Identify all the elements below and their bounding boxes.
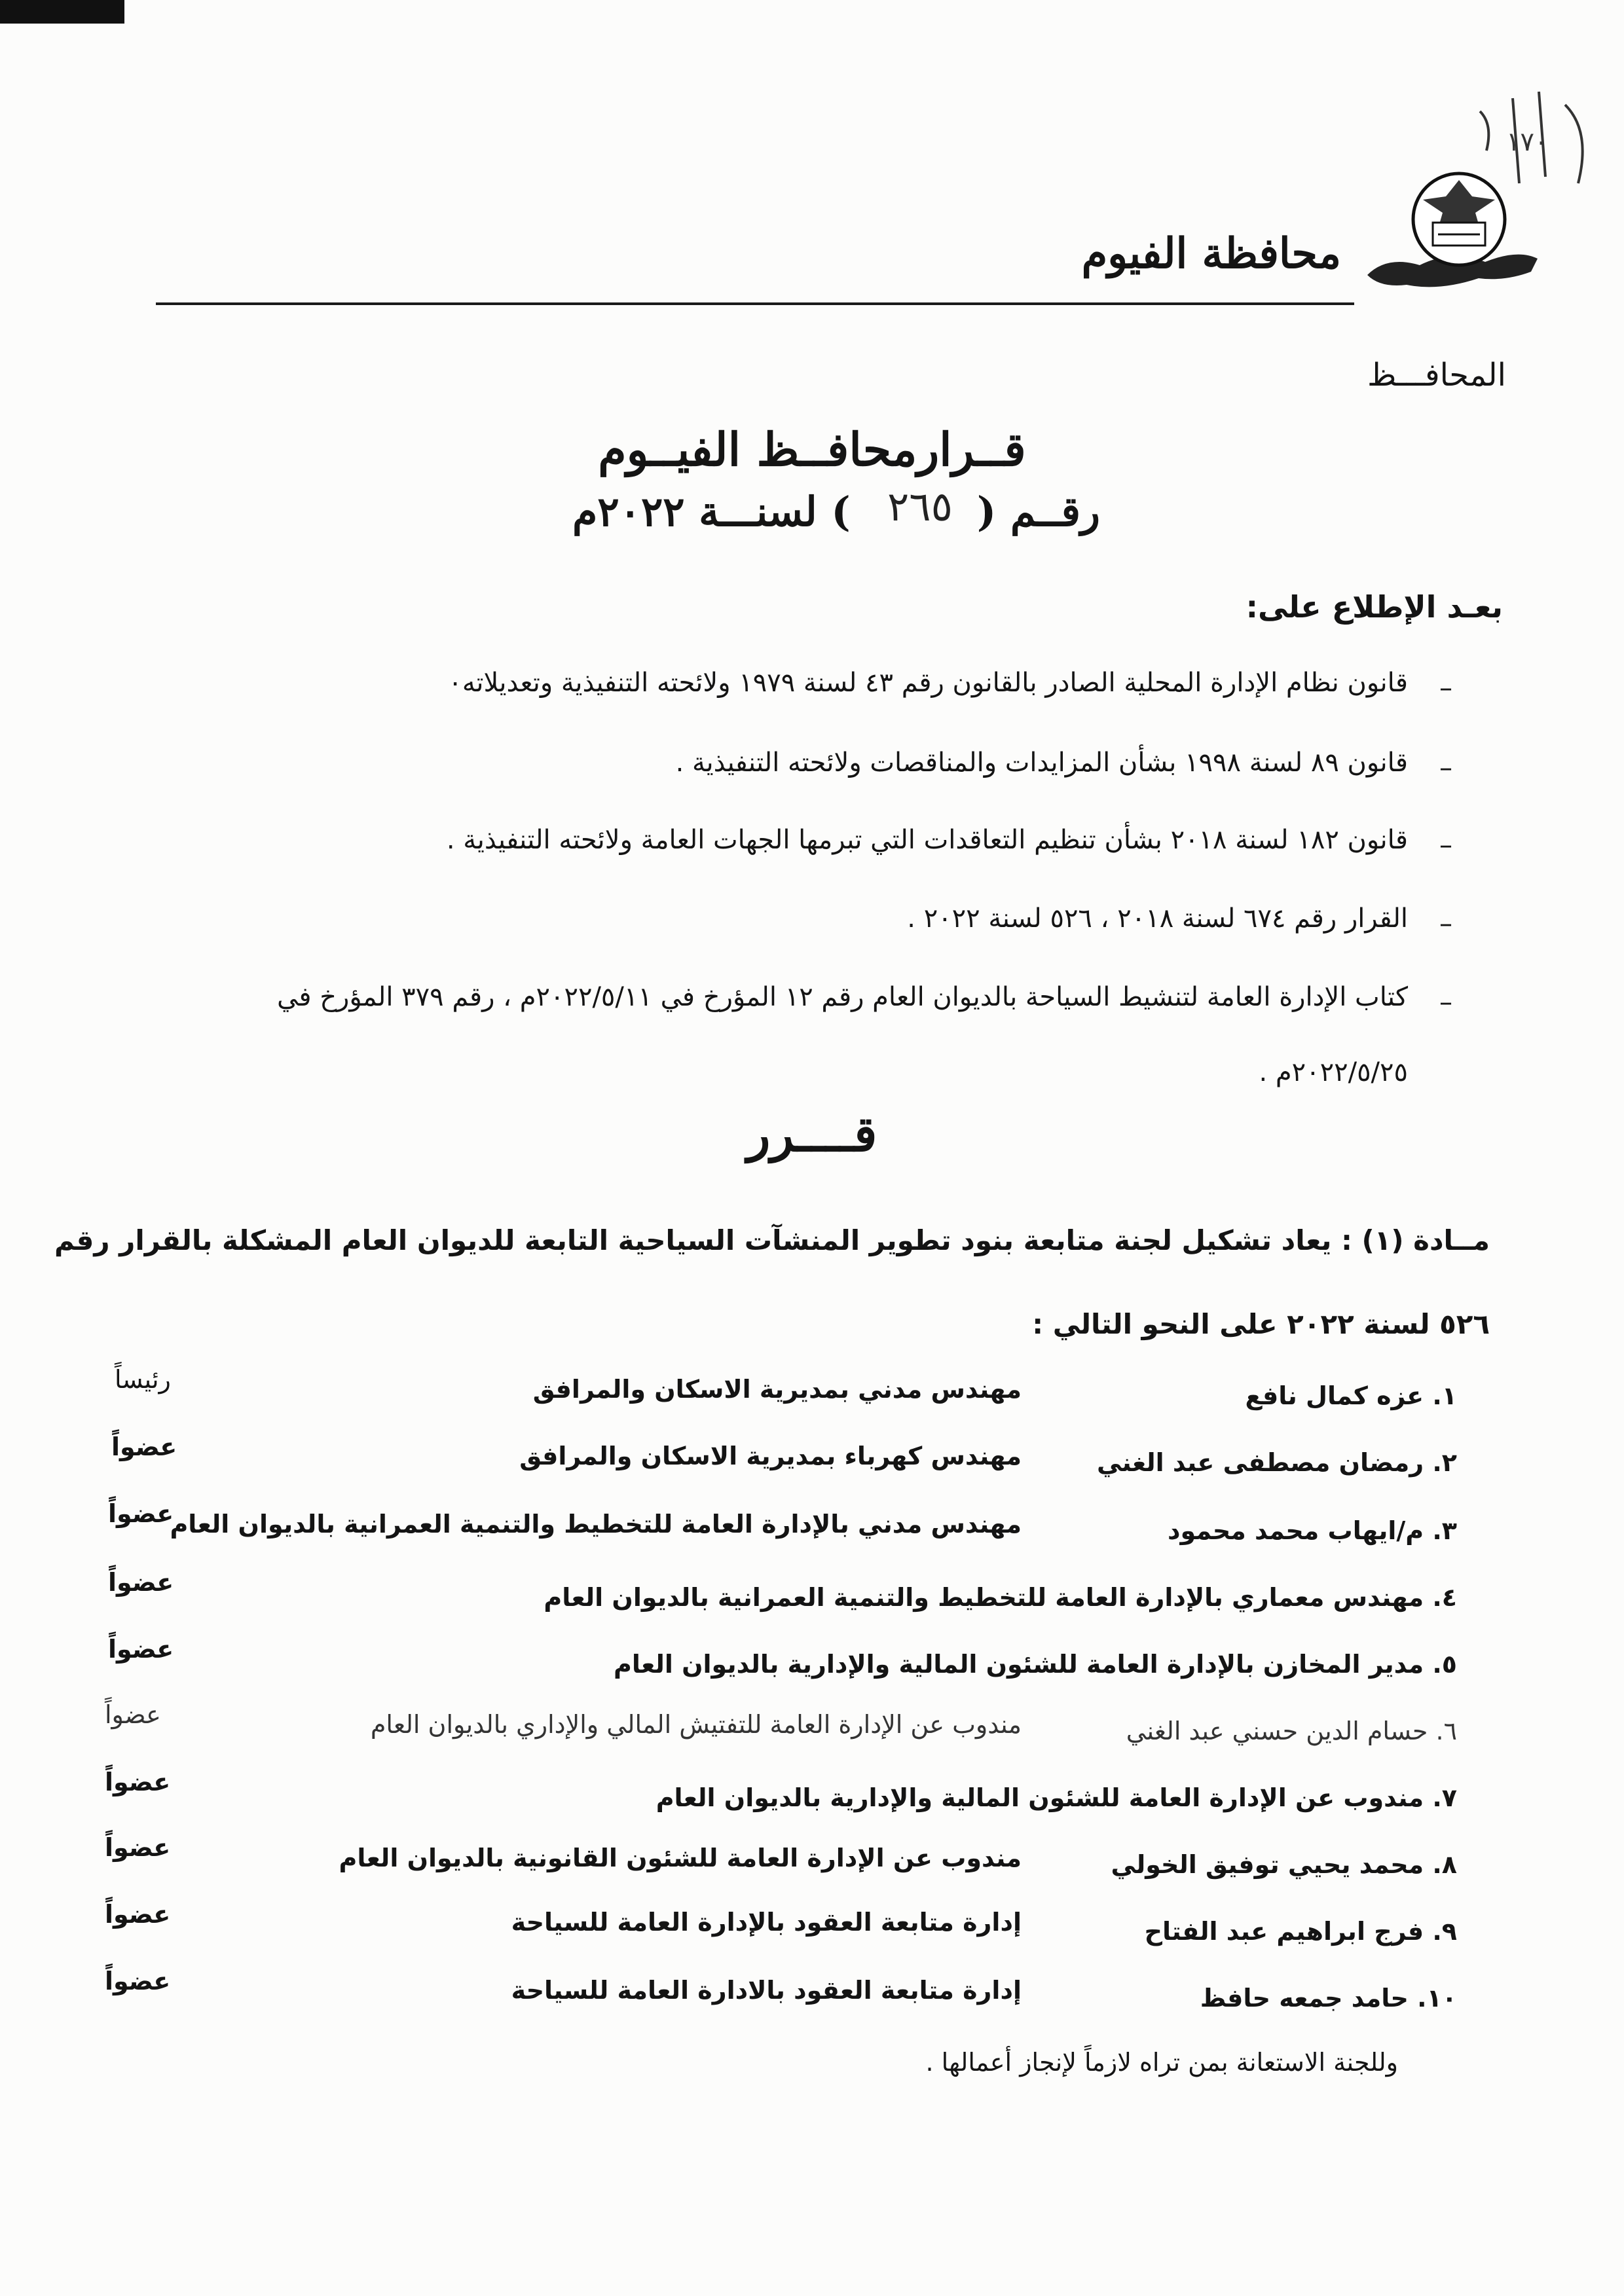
decision-number-suffix: ) لسنـــة ٢٠٢٢م	[572, 488, 851, 536]
bullet-dash: –	[1439, 987, 1452, 1017]
decision-number-prefix: رقــم (	[976, 488, 1100, 536]
bullet-dash: –	[1439, 753, 1452, 783]
office-title: المحافـــظ	[1367, 357, 1506, 393]
member-number: ٨.	[1432, 1850, 1457, 1879]
decision-number-line	[572, 488, 1100, 536]
handwritten-decision-number	[881, 468, 986, 547]
reference-4: القرار رقم ٦٧٤ لسنة ٢٠١٨ ، ٥٢٦ لسنة ٢٠٢٢ .	[907, 903, 1408, 934]
member-number: ٩.	[1432, 1917, 1457, 1946]
member-role: إدارة متابعة العقود بالادارة العامة للسياحة	[511, 1976, 1022, 2005]
reference-3: قانون ١٨٢ لسنة ٢٠١٨ بشأن تنظيم التعاقدات التي تبرمها الجهات العامة ولائحته التنفيذية .	[446, 825, 1408, 855]
member-position: عضواً	[105, 1900, 171, 1929]
article-1-line-2: ٥٢٦ لسنة ٢٠٢٢ على النحو التالي :	[1032, 1308, 1490, 1340]
member-name: فرج ابراهيم عبد الفتاح	[1144, 1917, 1424, 1946]
member-role: مندوب عن الإدارة العامة للشئون القانونية بالديوان العام	[339, 1844, 1022, 1872]
member-position: عضواً	[105, 1967, 171, 1995]
member-position: عضواً	[105, 1768, 171, 1796]
reference-5: كتاب الإدارة العامة لتنشيط السياحة بالديوان العام رقم ١٢ المؤرخ في ٢٠٢٢/٥/١١م ، رقم ٣٧٩ المؤرخ في	[277, 982, 1408, 1012]
member-position: عضواً	[111, 1432, 177, 1461]
member-name: محمد يحيي توفيق الخولي	[1111, 1850, 1424, 1879]
decided-heading: قــــرر	[747, 1106, 877, 1163]
bullet-dash: –	[1439, 909, 1452, 939]
member-role: إدارة متابعة العقود بالإدارة العامة للسياحة	[511, 1908, 1022, 1937]
decision-title: قــرارمحافــظ الفيــوم	[598, 422, 1026, 477]
handwritten-mark-text: ١٧٠	[1506, 127, 1549, 157]
member-number: ١٠.	[1417, 1984, 1457, 2013]
member-role: مندوب عن الإدارة العامة للشئون المالية والإدارية بالديوان العام	[655, 1783, 1424, 1812]
preamble-heading: بعـد الإطلاع على:	[1246, 589, 1503, 625]
reference-1: قانون نظام الإدارة المحلية الصادر بالقانون رقم ٤٣ لسنة ١٩٧٩ ولائحته التنفيذية وتعديلاته٠	[448, 668, 1408, 698]
member-name: حسام الدين حسني عبد الغني	[1126, 1717, 1428, 1745]
member-number: ٢.	[1432, 1448, 1457, 1477]
member-name: م/ايهاب محمد محمود	[1168, 1516, 1424, 1545]
header-divider	[156, 302, 1354, 305]
member-role: مدير المخازن بالإدارة العامة للشئون المالية والإدارية بالديوان العام	[614, 1650, 1424, 1679]
bullet-dash: –	[1439, 830, 1452, 860]
fayoum-emblem-logo	[1361, 151, 1544, 301]
member-number: ٥.	[1432, 1650, 1457, 1679]
member-number: ٦.	[1435, 1717, 1457, 1745]
member-role: مهندس مدني بمديرية الاسكان والمرافق	[532, 1375, 1022, 1404]
member-number: ٣.	[1432, 1516, 1457, 1545]
handwritten-number-text: ٢٦٥	[887, 483, 953, 530]
member-position: عضواً	[108, 1635, 174, 1664]
governorate-name: محافظة الفيوم	[1081, 229, 1341, 278]
member-position: عضواً	[108, 1568, 174, 1597]
member-name: حامد جمعه حافظ	[1200, 1984, 1409, 2013]
member-role: مندوب عن الإدارة العامة للتفتيش المالي والإداري بالديوان العام	[370, 1710, 1022, 1739]
member-number: ١.	[1432, 1381, 1457, 1410]
bullet-dash: –	[1439, 673, 1452, 703]
member-name: عزه كمال نافع	[1245, 1381, 1424, 1410]
member-number: ٤.	[1432, 1583, 1457, 1612]
member-role: مهندس كهرباء بمديرية الاسكان والمرافق	[519, 1442, 1022, 1470]
member-number: ٧.	[1432, 1783, 1457, 1812]
member-position: عضواً	[108, 1499, 174, 1528]
member-name: رمضان مصطفى عبد الغني	[1096, 1448, 1424, 1477]
member-position: عضواً	[105, 1700, 161, 1729]
closing-line: وللجنة الاستعانة بمن تراه لازماً لإنجاز أعمالها .	[925, 2048, 1398, 2077]
member-role: مهندس معماري بالإدارة العامة للتخطيط والتنمية العمرانية بالديوان العام	[544, 1583, 1424, 1612]
member-position: عضواً	[105, 1833, 171, 1862]
member-position: رئيساً	[115, 1365, 171, 1394]
reference-2: قانون ٨٩ لسنة ١٩٩٨ بشأن المزايدات والمناقصات ولائحته التنفيذية .	[675, 748, 1408, 778]
member-role: مهندس مدني بالإدارة العامة للتخطيط والتنمية العمرانية بالديوان العام	[170, 1510, 1022, 1539]
scan-edge-mark	[0, 0, 124, 24]
reference-5-continuation: ٢٠٢٢/٥/٢٥م .	[1259, 1057, 1408, 1087]
article-1-line-1: مــادة (١) : يعاد تشكيل لجنة متابعة بنود تطوير المنشآت السياحية التابعة للديوان العام المشكلة بالقرار رقم	[54, 1224, 1490, 1256]
